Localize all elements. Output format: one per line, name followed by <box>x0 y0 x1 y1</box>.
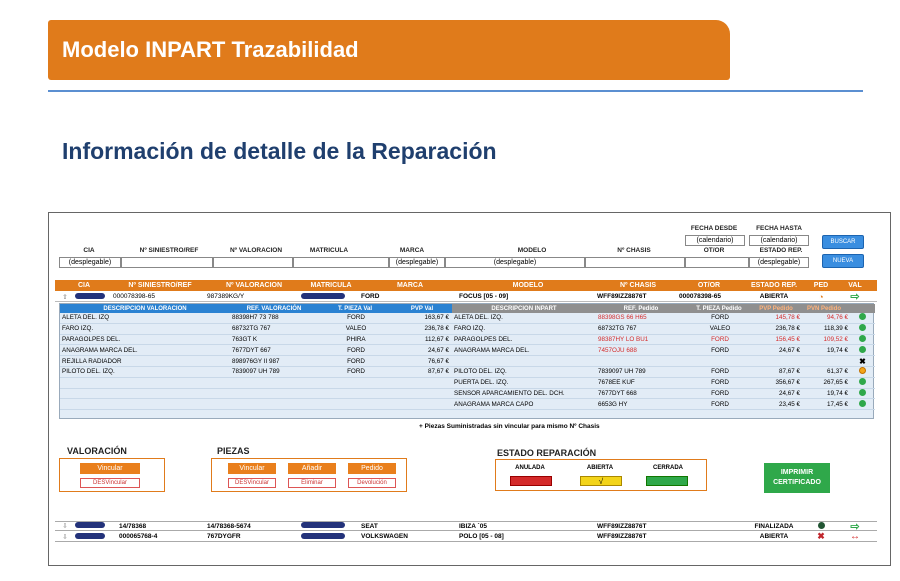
i-desc: SENSOR APARCAMIENTO DEL. DCH. <box>454 389 565 397</box>
v-pvp: 163,67 € <box>424 314 449 322</box>
valoracion-header <box>60 304 452 313</box>
cell-siniestro: 14/78368 <box>119 522 147 530</box>
redacted-cia <box>75 293 105 299</box>
arrow-right-icon[interactable]: ⇨ <box>850 520 860 533</box>
i-pvn: 19,74 € <box>826 346 848 354</box>
swap-arrows-icon[interactable]: ↔ <box>850 531 860 542</box>
i-tpieza: VALEO <box>709 325 731 333</box>
vh-tpieza: T. PIEZA Val <box>337 305 373 312</box>
expand-up-icon[interactable]: ⇧ <box>62 293 68 301</box>
piezas-vincular-button[interactable]: Vincular <box>228 463 276 474</box>
status-green-icon[interactable] <box>859 335 866 342</box>
nueva-button[interactable]: NUEVA <box>822 254 864 268</box>
i-ref: 98387HY LO BU1 <box>598 335 649 343</box>
col-val: VAL <box>848 282 862 289</box>
vh-desc: DESCRIPCION VALORACION <box>103 305 187 312</box>
i-ref: 88398GS 66 H65 <box>598 314 647 322</box>
v-desc: PILOTO DEL. IZQ. <box>62 368 115 376</box>
valoracion-rows <box>60 313 452 410</box>
abierta-label: ABIERTA <box>586 465 614 471</box>
i-ref: 7839097 UH 789 <box>598 368 646 376</box>
valoracion-input[interactable] <box>213 257 293 268</box>
page-title: Modelo INPART Trazabilidad <box>62 37 359 62</box>
chasis-input[interactable] <box>585 257 685 268</box>
v-desc: PARAGOLPES DEL. <box>62 335 121 343</box>
filter-label-chasis: Nº CHASIS <box>617 247 651 254</box>
inpart-rows <box>452 313 875 410</box>
marca-select[interactable]: (desplegable) <box>389 257 445 268</box>
cerrada-swatch[interactable] <box>646 476 688 486</box>
i-pvn: 267,65 € <box>823 379 848 387</box>
pie-status-icon: ◔ <box>818 291 824 302</box>
fecha-hasta-field[interactable]: (calendario) <box>749 235 809 246</box>
v-desc: REJILLA RADIADOR <box>62 357 122 365</box>
cell-marca: VOLKSWAGEN <box>361 533 408 540</box>
col-ot: OT/OR <box>697 282 721 289</box>
title-banner <box>48 20 730 80</box>
estado-title: ESTADO REPARACIÓN <box>497 448 597 458</box>
cell-chasis: WFF89IZZ8876T <box>597 293 647 300</box>
redacted-matricula <box>301 522 345 528</box>
table-row[interactable] <box>452 389 875 400</box>
piezas-box <box>211 458 407 492</box>
vh-pvp: PVP Val <box>410 305 434 312</box>
ih-pvn: PVN Pedido <box>806 305 841 312</box>
v-desc: FARO IZQ. <box>62 325 94 333</box>
anadir-button[interactable]: Añadir <box>288 463 336 474</box>
i-pvn: 19,74 € <box>826 389 848 397</box>
table-row[interactable] <box>60 399 452 410</box>
filter-label-marca: MARCA <box>399 247 425 254</box>
v-ref: 68732TG 767 <box>232 325 271 333</box>
ot-input[interactable] <box>685 257 749 268</box>
estado-select[interactable]: (desplegable) <box>749 257 809 268</box>
v-ref: 898976GY II 987 <box>232 357 280 365</box>
i-pvp: 24,67 € <box>778 389 800 397</box>
table-row[interactable] <box>452 378 875 389</box>
status-dark-icon <box>818 522 825 529</box>
i-tpieza: FORD <box>711 346 729 354</box>
buscar-button[interactable]: BUSCAR <box>822 235 864 249</box>
v-tpieza: FORD <box>347 346 365 354</box>
cell-estado: ABIERTA <box>759 293 789 300</box>
v-tpieza: VALEO <box>345 325 367 333</box>
i-pvn: 61,37 € <box>826 368 848 376</box>
cell-modelo: IBIZA ´05 <box>459 522 487 530</box>
i-tpieza: FORD <box>711 314 729 322</box>
v-pvp: 236,78 € <box>424 325 449 333</box>
i-pvn: 94,76 € <box>826 314 848 322</box>
i-ref: 7457OJU 688 <box>598 346 637 354</box>
i-desc: PUERTA DEL. IZQ. <box>454 379 509 387</box>
table-row[interactable] <box>452 399 875 410</box>
table-row[interactable] <box>60 345 452 356</box>
redacted-cia <box>75 522 105 528</box>
valoracion-vincular-button[interactable]: Vincular <box>80 463 140 474</box>
v-desc: ALETA DEL. IZQ <box>62 314 110 322</box>
redacted-matricula <box>301 533 345 539</box>
i-pvp: 87,67 € <box>778 368 800 376</box>
v-ref: 7677DYT 667 <box>232 346 271 354</box>
piezas-note: + Piezas Suministradas sin vincular para mismo Nº Chasis <box>419 423 600 430</box>
v-pvp: 112,67 € <box>424 335 449 343</box>
cell-estado: ABIERTA <box>759 533 789 540</box>
table-row[interactable] <box>452 345 875 356</box>
v-pvp: 24,67 € <box>427 346 449 354</box>
i-pvn: 17,45 € <box>826 400 848 408</box>
table-row[interactable] <box>452 356 875 367</box>
i-desc: PILOTO DEL. IZQ. <box>454 368 507 376</box>
fecha-desde-field[interactable]: (calendario) <box>685 235 745 246</box>
filter-label-ot: OT/OR <box>703 247 725 254</box>
expand-down-icon[interactable]: ⇩ <box>62 523 68 530</box>
table-row[interactable] <box>452 313 875 324</box>
filter-label-valoracion: Nº VALORACION <box>229 247 283 254</box>
devolucion-button[interactable]: Devolución <box>348 478 396 488</box>
status-green-icon[interactable] <box>859 313 866 320</box>
i-desc: PARAGOLPES DEL. <box>454 335 513 343</box>
close-icon[interactable]: ✖ <box>859 356 866 366</box>
table-row[interactable] <box>60 367 452 378</box>
imprimir-certificado-button[interactable]: IMPRIMIR CERTIFICADO <box>764 463 830 493</box>
expand-down-icon[interactable]: ⇩ <box>62 533 68 541</box>
ih-pvp: PVP Pedido <box>759 305 793 312</box>
filter-label-cia: CIA <box>83 247 95 254</box>
i-tpieza: FORD <box>711 389 729 397</box>
valoracion-box <box>59 458 165 492</box>
table-row[interactable] <box>60 324 452 335</box>
valoracion-desvincular-button[interactable]: DESVincular <box>80 478 140 488</box>
v-ref: 7839097 UH 789 <box>232 368 280 376</box>
ih-tpieza: T. PIEZA Pedido <box>696 305 742 312</box>
v-ref: 763GT K <box>232 335 258 343</box>
i-pvp: 145,78 € <box>775 314 800 322</box>
cerrada-label: CERRADA <box>653 465 683 471</box>
cross-icon: ✖ <box>817 531 825 541</box>
inpart-header <box>452 304 875 313</box>
i-ref: 7678EE KUF <box>598 379 635 387</box>
i-desc: ALETA DEL. IZQ. <box>454 314 503 322</box>
arrow-right-icon[interactable]: ⇨ <box>850 291 860 303</box>
status-green-icon[interactable] <box>859 378 866 385</box>
status-orange-icon[interactable] <box>859 367 866 374</box>
i-tpieza: FORD <box>711 368 729 376</box>
pedido-button[interactable]: Pedido <box>348 463 396 474</box>
status-green-icon[interactable] <box>859 389 866 396</box>
fecha-desde-label: FECHA DESDE <box>690 225 738 232</box>
cell-valoracion: 767DYGFR <box>207 533 241 540</box>
redacted-cia <box>75 533 105 539</box>
table-row[interactable] <box>60 378 452 389</box>
cell-chasis: WFF89IZZ8876T <box>597 533 647 540</box>
ih-desc: DESCRIPCION INPART <box>491 305 557 312</box>
cell-estado: FINALIZADA <box>754 522 794 530</box>
divider <box>48 90 863 92</box>
col-siniestro: Nº SINIESTRO/REF <box>128 282 192 289</box>
i-tpieza: FORD <box>711 335 729 343</box>
table-row[interactable] <box>60 335 452 346</box>
filter-label-siniestro: Nº SINIESTRO/REF <box>139 247 199 254</box>
cell-modelo: FOCUS [05 - 09] <box>459 293 509 300</box>
cell-siniestro: 000065768-4 <box>119 533 158 540</box>
v-tpieza: FORD <box>347 314 365 322</box>
anulada-swatch[interactable] <box>510 476 552 486</box>
filter-label-matricula: MATRICULA <box>309 247 349 254</box>
table-row[interactable] <box>60 313 452 324</box>
results-header <box>55 280 877 291</box>
col-cia: CIA <box>77 282 91 289</box>
v-tpieza: FORD <box>347 368 365 376</box>
cell-chasis: WFF89IZZ8876T <box>597 522 647 530</box>
anulada-label: ANULADA <box>515 465 545 471</box>
estado-box <box>495 459 707 491</box>
col-estado: ESTADO REP. <box>750 282 798 289</box>
cell-ot: 000078398-65 <box>679 293 721 300</box>
i-pvp: 156,45 € <box>775 335 800 343</box>
cell-marca: SEAT <box>361 522 378 530</box>
v-tpieza: FORD <box>347 357 365 365</box>
table-row[interactable] <box>55 521 877 531</box>
i-pvn: 109,52 € <box>823 335 848 343</box>
fecha-hasta-label: FECHA HASTA <box>756 225 802 232</box>
i-desc: ANAGRAMA MARCA CAPO <box>454 400 534 408</box>
col-valoracion: Nº VALORACION <box>225 282 283 289</box>
valoracion-title: VALORACIÓN <box>67 446 127 456</box>
piezas-desvincular-button[interactable]: DESVincular <box>228 478 276 488</box>
redacted-matricula <box>301 293 345 299</box>
status-green-icon[interactable] <box>859 346 866 353</box>
i-pvn: 118,39 € <box>823 325 848 333</box>
col-matricula: MATRICULA <box>310 282 352 289</box>
eliminar-button[interactable]: Eliminar <box>288 478 336 488</box>
v-pvp: 76,67 € <box>427 357 449 365</box>
col-modelo: MODELO <box>512 282 544 289</box>
cell-marca: FORD <box>361 293 380 300</box>
table-row[interactable] <box>452 367 875 378</box>
cia-select[interactable]: (desplegable) <box>59 257 121 268</box>
v-desc: ANAGRAMA MARCA DEL. <box>62 346 138 354</box>
cell-modelo: POLO [05 - 08] <box>459 533 504 540</box>
i-ref: 68732TG 767 <box>598 325 637 333</box>
v-tpieza: PHIRA <box>346 335 366 343</box>
i-tpieza: FORD <box>711 400 729 408</box>
piezas-title: PIEZAS <box>217 446 250 456</box>
table-row[interactable] <box>60 389 452 400</box>
abierta-swatch[interactable]: √ <box>580 476 622 486</box>
status-green-icon[interactable] <box>859 400 866 407</box>
v-pvp: 87,67 € <box>427 368 449 376</box>
i-desc: FARO IZQ. <box>454 325 486 333</box>
i-pvp: 24,67 € <box>778 346 800 354</box>
i-pvp: 23,45 € <box>778 400 800 408</box>
filter-label-estado: ESTADO REP. <box>759 247 803 254</box>
i-tpieza: FORD <box>711 379 729 387</box>
v-ref: 88398H7 73 788 <box>232 314 279 322</box>
table-row[interactable] <box>55 532 877 542</box>
col-chasis: Nº CHASIS <box>619 282 656 289</box>
table-row[interactable] <box>452 335 875 346</box>
matricula-input[interactable] <box>293 257 389 268</box>
i-pvp: 356,67 € <box>775 379 800 387</box>
filter-label-modelo: MODELO <box>517 247 547 254</box>
detail-panel <box>59 303 874 419</box>
i-ref: 7677DYT 668 <box>598 389 637 397</box>
vh-ref: REF. VALORACIÓN <box>246 305 302 312</box>
cell-valoracion: 14/78368-5674 <box>207 522 251 530</box>
table-row[interactable] <box>452 324 875 335</box>
modelo-select[interactable]: (desplegable) <box>445 257 585 268</box>
ih-ref: REF. Pedido <box>623 305 659 312</box>
col-marca: MARCA <box>396 282 424 289</box>
page-subtitle: Información de detalle de la Reparación <box>62 138 497 164</box>
cell-valoracion: 987389KG/Y <box>207 293 245 300</box>
col-ped: PED <box>813 282 829 289</box>
cell-siniestro: 000078398-65 <box>113 293 155 300</box>
status-green-icon[interactable] <box>859 324 866 331</box>
app-window <box>48 212 891 566</box>
table-row[interactable] <box>60 356 452 367</box>
siniestro-input[interactable] <box>121 257 213 268</box>
i-ref: 6653G HY <box>598 400 628 408</box>
table-row[interactable] <box>55 292 877 302</box>
i-pvp: 236,78 € <box>775 325 800 333</box>
i-desc: ANAGRAMA MARCA DEL. <box>454 346 530 354</box>
